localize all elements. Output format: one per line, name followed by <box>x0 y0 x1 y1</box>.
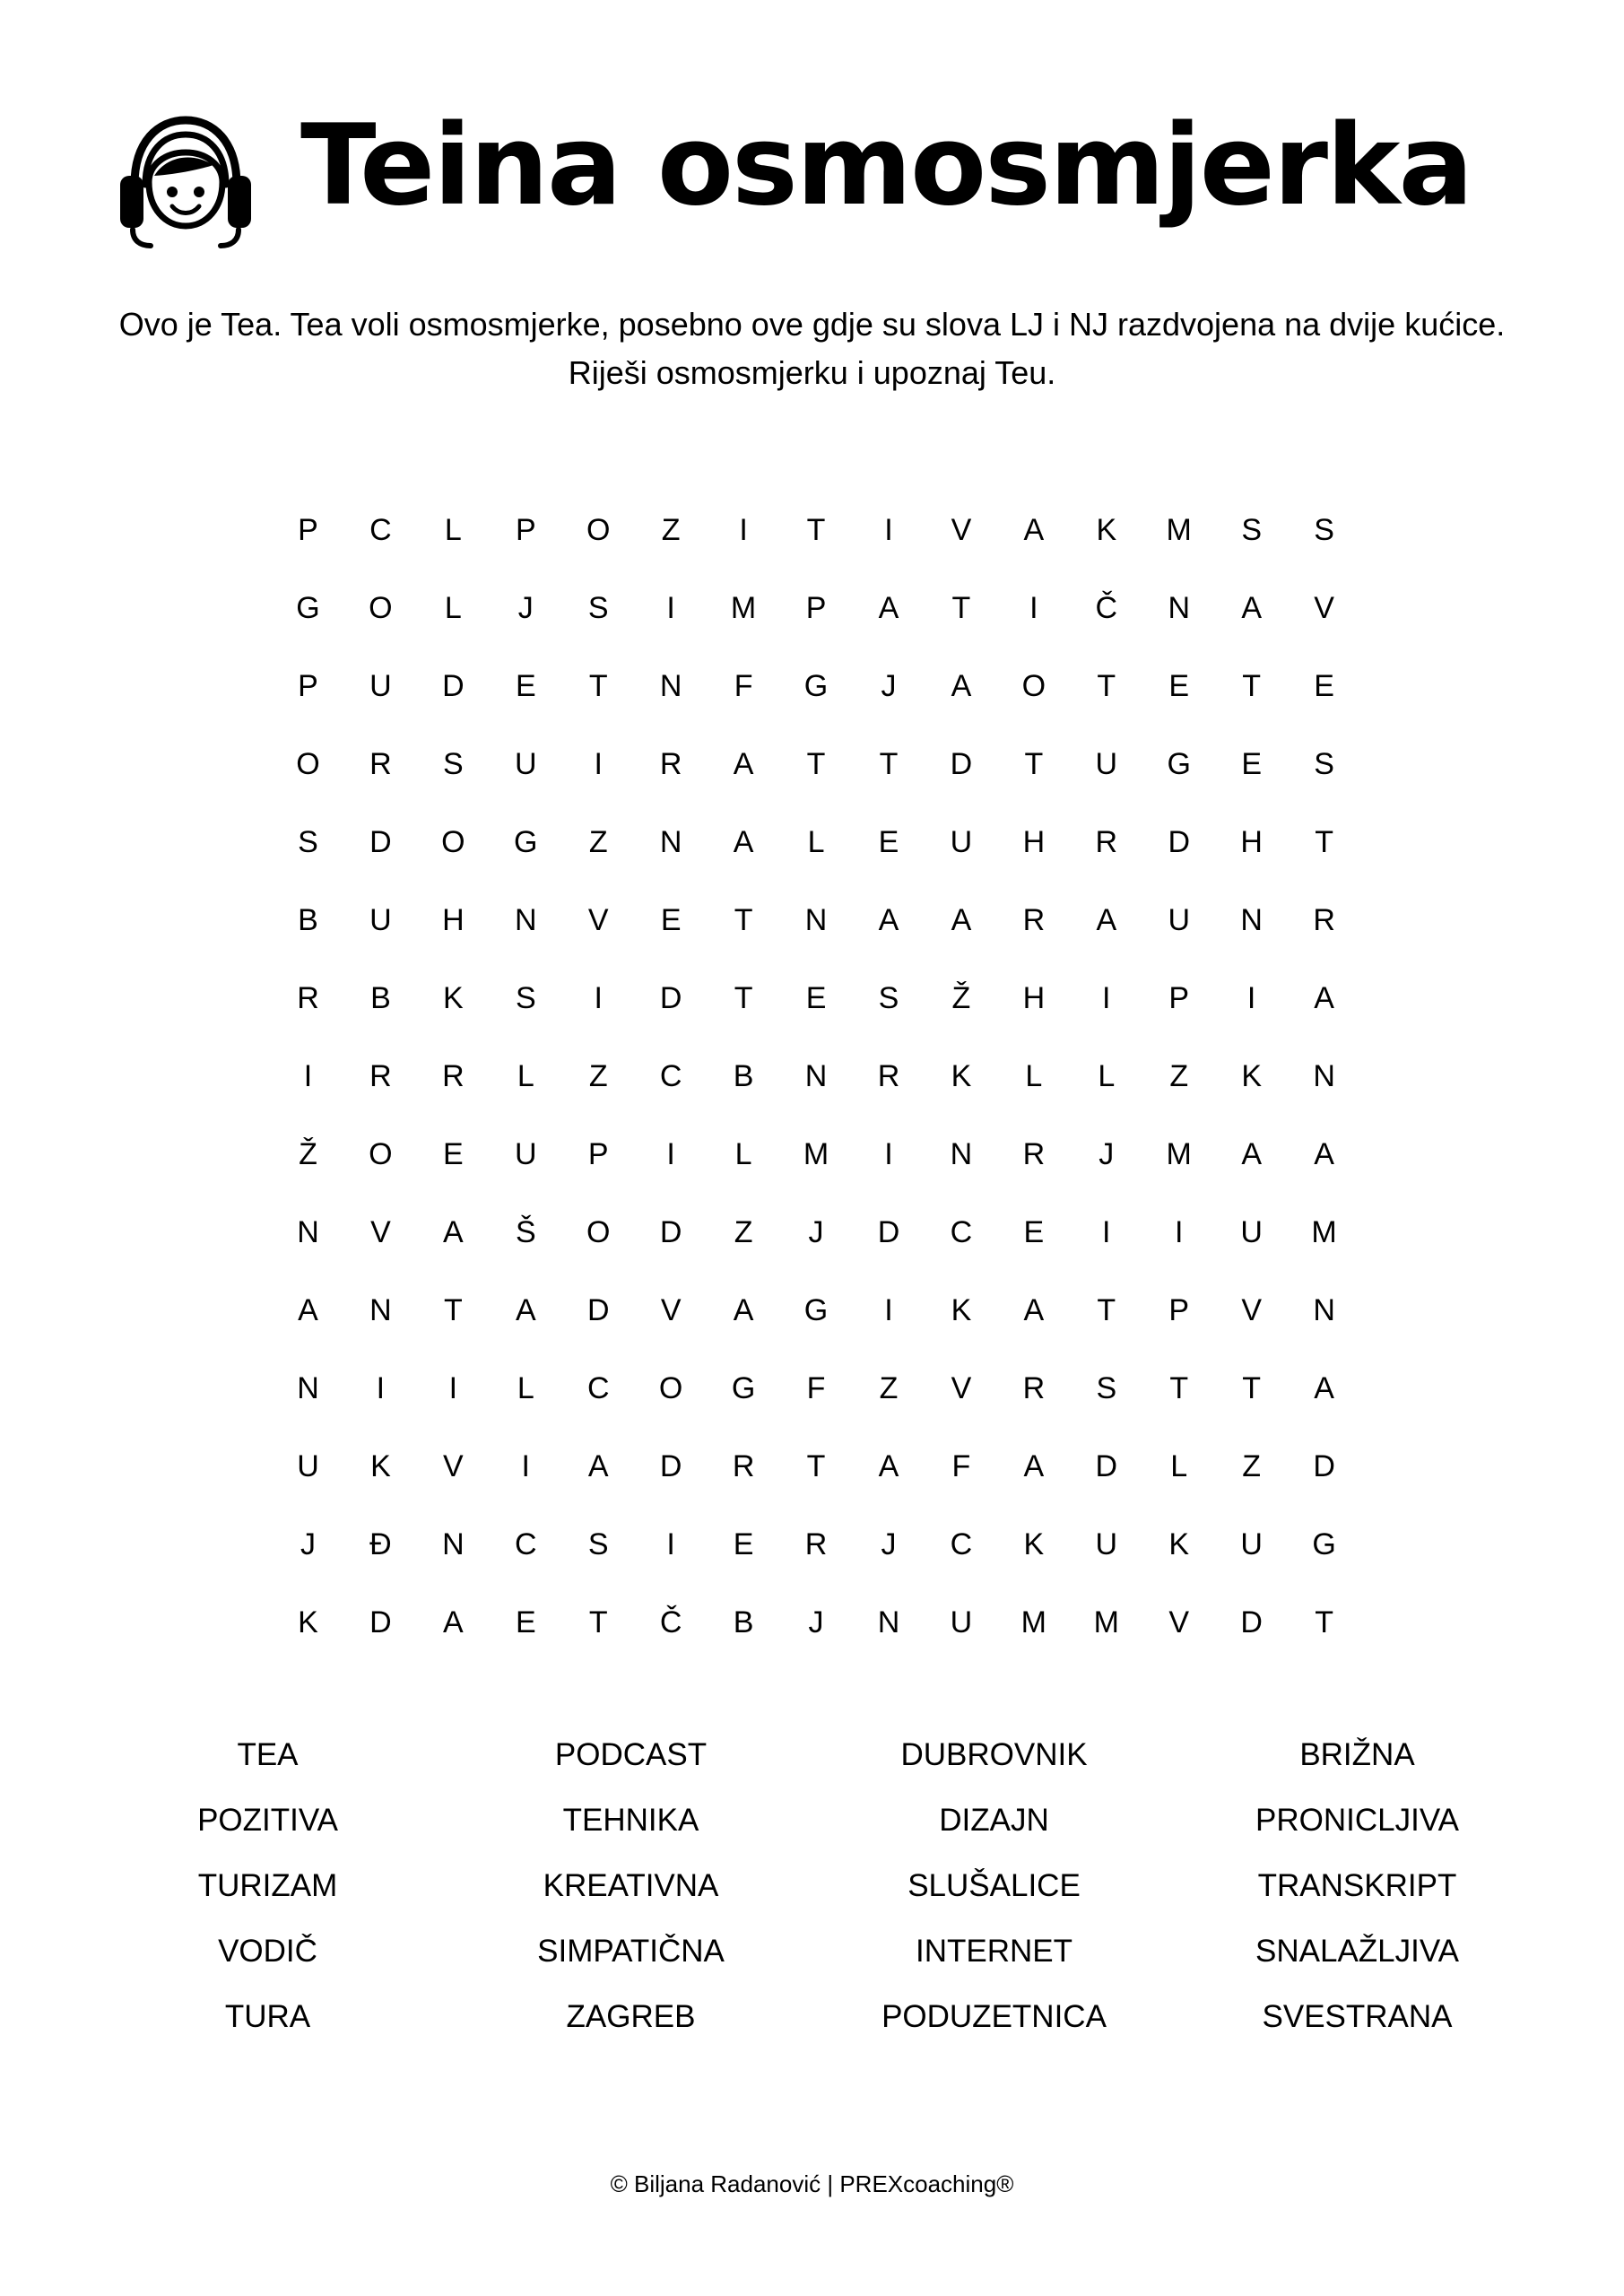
grid-row <box>272 1272 1360 1350</box>
grid-cell[interactable]: M <box>1093 1605 1119 1639</box>
grid-cell[interactable]: S <box>587 1527 609 1561</box>
grid-cell[interactable]: N <box>804 1059 828 1093</box>
grid-cell[interactable]: T <box>1315 825 1333 859</box>
grid-cell[interactable]: K <box>370 1449 391 1483</box>
grid-cell[interactable]: P <box>1168 1293 1190 1327</box>
grid-cell[interactable]: T <box>1242 669 1262 703</box>
grid-cell[interactable]: I <box>303 1059 313 1093</box>
word-list-item: DIZAJN <box>939 1803 1049 1838</box>
grid-cell[interactable]: I <box>1029 591 1038 625</box>
grid-cell[interactable]: Z <box>661 513 681 547</box>
grid-cell[interactable]: A <box>1023 1293 1045 1327</box>
intro-line-2: Riješi osmosmjerku i upoznaj Teu. <box>568 354 1056 391</box>
grid-cell[interactable]: J <box>808 1215 824 1249</box>
grid-cell[interactable]: O <box>658 1371 683 1405</box>
grid-cell[interactable]: Ž <box>951 981 971 1015</box>
grid-cell[interactable]: T <box>1024 747 1044 781</box>
grid-cell[interactable]: N <box>877 1605 900 1639</box>
grid-cell[interactable]: A <box>1023 1449 1045 1483</box>
grid-cell[interactable]: S <box>1096 1371 1117 1405</box>
grid-cell[interactable]: R <box>877 1059 900 1093</box>
grid-cell[interactable]: R <box>659 747 682 781</box>
grid-cell[interactable]: U <box>369 669 392 703</box>
word-list-item: TEHNIKA <box>562 1803 699 1838</box>
grid-cell[interactable]: S <box>587 591 609 625</box>
grid-cell[interactable]: I <box>376 1371 386 1405</box>
word-list-item: TURA <box>224 1999 311 2034</box>
grid-cell[interactable]: E <box>1023 1215 1045 1249</box>
grid-cell[interactable]: T <box>588 1605 608 1639</box>
grid-cell[interactable]: U <box>950 1605 973 1639</box>
grid-cell[interactable]: Z <box>879 1371 899 1405</box>
grid-cell[interactable]: V <box>1241 1293 1262 1327</box>
grid-cell[interactable]: E <box>1241 747 1262 781</box>
grid-cell[interactable]: Š <box>515 1215 536 1249</box>
word-list-item: PODUZETNICA <box>881 1999 1107 2034</box>
grid-cell[interactable]: G <box>514 825 538 859</box>
grid-cell[interactable]: K <box>443 981 464 1015</box>
word-list <box>86 1722 1539 2049</box>
grid-cell[interactable]: K <box>1023 1527 1045 1561</box>
grid-cell[interactable]: L <box>807 825 825 859</box>
grid-cell[interactable]: H <box>1022 981 1046 1015</box>
grid-cell[interactable]: H <box>1240 825 1263 859</box>
grid-row <box>272 1350 1360 1428</box>
grid-cell[interactable]: O <box>586 513 611 547</box>
grid-cell[interactable]: A <box>1241 591 1262 625</box>
grid-cell[interactable]: T <box>806 747 826 781</box>
grid-cell[interactable]: P <box>1168 981 1190 1015</box>
grid-cell[interactable]: D <box>442 669 465 703</box>
grid-cell[interactable]: T <box>1097 1293 1116 1327</box>
grid-cell[interactable]: I <box>739 513 748 547</box>
grid-cell[interactable]: M <box>1166 513 1192 547</box>
grid-cell[interactable]: Z <box>734 1215 753 1249</box>
grid-cell[interactable]: S <box>1314 747 1334 781</box>
grid-cell[interactable]: R <box>297 981 319 1015</box>
grid-cell[interactable]: T <box>1315 1605 1333 1639</box>
grid-row <box>272 882 1360 960</box>
grid-row <box>272 648 1360 726</box>
grid-cell[interactable]: A <box>1023 513 1045 547</box>
grid-cell[interactable]: D <box>659 1449 682 1483</box>
intro-line-1: Ovo je Tea. Tea voli osmosmjerke, posebno ove gdje su slova LJ i NJ razdvojena na dvije kućice. <box>118 306 1506 343</box>
grid-cell[interactable]: M <box>803 1137 829 1171</box>
grid-cell[interactable]: D <box>659 981 682 1015</box>
grid-cell[interactable]: I <box>594 747 603 781</box>
grid-cell[interactable]: E <box>515 1605 536 1639</box>
word-list-item: TRANSKRIPT <box>1257 1868 1457 1903</box>
grid-cell[interactable]: A <box>1314 1137 1334 1171</box>
grid-cell[interactable]: P <box>515 513 536 547</box>
grid-cell[interactable]: E <box>1168 669 1190 703</box>
grid-cell[interactable]: A <box>1314 981 1334 1015</box>
grid-cell[interactable]: C <box>659 1059 682 1093</box>
page-header <box>0 90 1624 242</box>
grid-cell[interactable]: G <box>803 669 829 703</box>
grid-cell[interactable]: I <box>448 1371 458 1405</box>
grid-cell[interactable]: V <box>587 903 609 937</box>
grid-cell[interactable]: D <box>1168 825 1190 859</box>
grid-cell[interactable]: U <box>515 747 537 781</box>
grid-cell[interactable]: G <box>1167 747 1191 781</box>
grid-cell[interactable]: N <box>950 1137 973 1171</box>
word-list-item: SIMPATIČNA <box>537 1934 725 1969</box>
grid-cell[interactable]: I <box>1174 1215 1184 1249</box>
grid-cell[interactable]: S <box>1241 513 1262 547</box>
grid-cell[interactable]: E <box>805 981 827 1015</box>
grid-cell[interactable]: N <box>659 825 682 859</box>
word-list-item: TURIZAM <box>197 1868 338 1903</box>
grid-cell[interactable]: H <box>442 903 465 937</box>
grid-cell[interactable]: R <box>442 1059 465 1093</box>
grid-cell[interactable]: P <box>587 1137 609 1171</box>
grid-cell[interactable]: P <box>805 591 827 625</box>
grid-cell[interactable]: S <box>1314 513 1334 547</box>
grid-cell[interactable]: V <box>1314 591 1334 625</box>
grid-cell[interactable]: V <box>370 1215 391 1249</box>
grid-cell[interactable]: Đ <box>369 1527 392 1561</box>
grid-cell[interactable]: C <box>950 1527 973 1561</box>
grid-cell[interactable]: K <box>1241 1059 1262 1093</box>
grid-row <box>272 491 1360 570</box>
grid-cell[interactable]: E <box>660 903 682 937</box>
grid-cell[interactable]: D <box>877 1215 900 1249</box>
grid-cell[interactable]: R <box>369 747 392 781</box>
grid-cell[interactable]: V <box>1168 1605 1190 1639</box>
grid-cell[interactable]: A <box>878 1449 899 1483</box>
word-list-item: BRIŽNA <box>1299 1737 1415 1772</box>
grid-cell[interactable]: J <box>1099 1137 1115 1171</box>
grid-row <box>272 960 1360 1038</box>
grid-cell[interactable]: V <box>443 1449 464 1483</box>
grid-cell[interactable]: N <box>297 1371 319 1405</box>
grid-row <box>272 1116 1360 1194</box>
grid-cell[interactable]: A <box>733 825 754 859</box>
grid-cell[interactable]: J <box>881 1527 897 1561</box>
grid-cell[interactable]: N <box>659 669 682 703</box>
grid-cell[interactable]: B <box>733 1605 754 1639</box>
grid-cell[interactable]: Z <box>1169 1059 1189 1093</box>
grid-cell[interactable]: G <box>731 1371 756 1405</box>
grid-cell[interactable]: J <box>808 1605 824 1639</box>
grid-cell[interactable]: U <box>1168 903 1190 937</box>
grid-cell[interactable]: A <box>1314 1371 1334 1405</box>
grid-cell[interactable]: Z <box>588 1059 608 1093</box>
grid-cell[interactable]: U <box>297 1449 319 1483</box>
grid-cell[interactable]: A <box>878 591 899 625</box>
grid-cell[interactable]: D <box>369 1605 392 1639</box>
grid-cell[interactable]: M <box>1020 1605 1046 1639</box>
word-list-item: TEA <box>237 1737 299 1772</box>
grid-cell[interactable]: R <box>1095 825 1118 859</box>
grid-cell[interactable]: L <box>734 1137 752 1171</box>
grid-cell[interactable]: N <box>442 1527 465 1561</box>
grid-cell[interactable]: Č <box>659 1605 682 1639</box>
grid-cell[interactable]: O <box>369 591 393 625</box>
grid-cell[interactable]: A <box>951 669 972 703</box>
word-list-item: INTERNET <box>916 1934 1073 1969</box>
grid-cell[interactable]: O <box>1021 669 1046 703</box>
grid-cell[interactable]: I <box>1102 981 1111 1015</box>
word-list-item: PODCAST <box>554 1737 708 1772</box>
grid-cell[interactable]: T <box>588 669 608 703</box>
grid-cell[interactable]: T <box>806 1449 826 1483</box>
grid-row <box>272 1428 1360 1506</box>
grid-cell[interactable]: J <box>517 591 534 625</box>
grid-cell[interactable]: F <box>734 669 753 703</box>
grid-cell[interactable]: U <box>1240 1215 1263 1249</box>
grid-row <box>272 570 1360 648</box>
grid-cell[interactable]: U <box>1240 1527 1263 1561</box>
grid-cell[interactable]: L <box>444 591 462 625</box>
grid-cell[interactable]: A <box>587 1449 609 1483</box>
grid-cell[interactable]: C <box>950 1215 973 1249</box>
grid-cell[interactable]: B <box>298 903 318 937</box>
grid-cell[interactable]: I <box>1102 1215 1111 1249</box>
girl-with-headphones-icon <box>115 115 256 249</box>
grid-row <box>272 1584 1360 1662</box>
grid-cell[interactable]: A <box>515 1293 536 1327</box>
copyright-footer: © Biljana Radanović | PREXcoaching® <box>610 2170 1014 2197</box>
grid-cell[interactable]: V <box>951 513 972 547</box>
grid-cell[interactable]: M <box>1311 1215 1337 1249</box>
grid-cell[interactable]: A <box>443 1605 464 1639</box>
grid-cell[interactable]: O <box>441 825 465 859</box>
grid-cell[interactable]: T <box>734 981 753 1015</box>
grid-cell[interactable]: L <box>517 1059 534 1093</box>
grid-cell[interactable]: R <box>1313 903 1335 937</box>
grid-cell[interactable]: I <box>884 1137 893 1171</box>
grid-cell[interactable]: L <box>1170 1449 1188 1483</box>
grid-cell[interactable]: U <box>1095 747 1118 781</box>
grid-cell[interactable]: O <box>369 1137 393 1171</box>
grid-cell[interactable]: T <box>879 747 899 781</box>
word-list-item: PRONICLJIVA <box>1255 1803 1459 1838</box>
grid-cell[interactable]: R <box>1022 1371 1046 1405</box>
grid-cell[interactable]: U <box>515 1137 537 1171</box>
grid-cell[interactable]: O <box>296 747 320 781</box>
grid-cell[interactable]: A <box>733 747 754 781</box>
grid-cell[interactable]: M <box>1166 1137 1192 1171</box>
grid-cell[interactable]: I <box>666 1137 675 1171</box>
grid-cell[interactable]: U <box>950 825 973 859</box>
grid-cell[interactable]: R <box>732 1449 755 1483</box>
grid-cell[interactable]: N <box>297 1215 319 1249</box>
grid-cell[interactable]: I <box>884 1293 893 1327</box>
grid-cell[interactable]: S <box>515 981 536 1015</box>
grid-cell[interactable]: F <box>806 1371 826 1405</box>
grid-cell[interactable]: V <box>660 1293 682 1327</box>
grid-cell[interactable]: T <box>1169 1371 1189 1405</box>
grid-cell[interactable]: D <box>369 825 392 859</box>
grid-cell[interactable]: I <box>884 513 893 547</box>
word-list-item: ZAGREB <box>566 1999 696 2034</box>
grid-cell[interactable]: N <box>1313 1293 1335 1327</box>
grid-cell[interactable]: I <box>1246 981 1256 1015</box>
grid-cell[interactable]: K <box>298 1605 318 1639</box>
grid-cell[interactable]: R <box>1022 1137 1046 1171</box>
grid-cell[interactable]: R <box>369 1059 392 1093</box>
grid-cell[interactable]: P <box>298 513 318 547</box>
word-list-item: KREATIVNA <box>543 1868 719 1903</box>
grid-cell[interactable]: F <box>951 1449 971 1483</box>
grid-cell[interactable]: T <box>443 1293 463 1327</box>
grid-cell[interactable]: K <box>1096 513 1117 547</box>
grid-cell[interactable]: N <box>515 903 537 937</box>
grid-cell[interactable]: A <box>443 1215 464 1249</box>
grid-cell[interactable]: A <box>1096 903 1117 937</box>
grid-cell[interactable]: L <box>517 1371 534 1405</box>
grid-cell[interactable]: S <box>443 747 464 781</box>
grid-row <box>272 1506 1360 1584</box>
grid-cell[interactable]: U <box>369 903 392 937</box>
grid-cell[interactable]: E <box>443 1137 464 1171</box>
grid-cell[interactable]: K <box>1168 1527 1190 1561</box>
grid-cell[interactable]: N <box>1240 903 1263 937</box>
word-list-item: SNALAŽLJIVA <box>1255 1934 1459 1969</box>
grid-cell[interactable]: K <box>951 1059 972 1093</box>
grid-cell[interactable]: A <box>298 1293 318 1327</box>
grid-cell[interactable]: D <box>1095 1449 1118 1483</box>
grid-cell[interactable]: B <box>370 981 391 1015</box>
intro-text <box>0 300 1624 397</box>
grid-cell[interactable]: L <box>1098 1059 1116 1093</box>
grid-cell[interactable]: A <box>1241 1137 1262 1171</box>
grid-cell[interactable]: C <box>369 513 392 547</box>
grid-cell[interactable]: N <box>1313 1059 1335 1093</box>
grid-cell[interactable]: D <box>586 1293 610 1327</box>
grid-cell[interactable]: V <box>951 1371 972 1405</box>
grid-cell[interactable]: H <box>1022 825 1046 859</box>
word-list-item: DUBROVNIK <box>900 1737 1088 1772</box>
word-search-grid <box>272 491 1360 1662</box>
grid-cell[interactable]: I <box>521 1449 530 1483</box>
grid-cell[interactable]: L <box>444 513 462 547</box>
grid-cell[interactable]: E <box>878 825 899 859</box>
word-list-item: POZITIVA <box>197 1803 338 1838</box>
grid-cell[interactable]: Z <box>588 825 608 859</box>
grid-cell[interactable]: Č <box>1095 591 1118 625</box>
grid-cell[interactable]: G <box>296 591 320 625</box>
grid-cell[interactable]: B <box>733 1059 754 1093</box>
word-list-item: VODIČ <box>218 1934 317 1969</box>
grid-cell[interactable]: T <box>1097 669 1116 703</box>
grid-cell[interactable]: G <box>1312 1527 1336 1561</box>
grid-cell[interactable]: M <box>730 591 757 625</box>
grid-cell[interactable]: E <box>515 669 536 703</box>
grid-cell[interactable]: E <box>1314 669 1334 703</box>
grid-row <box>272 1038 1360 1116</box>
grid-cell[interactable]: D <box>950 747 973 781</box>
grid-cell[interactable]: C <box>515 1527 537 1561</box>
grid-cell[interactable]: A <box>951 903 972 937</box>
grid-cell[interactable]: E <box>733 1527 754 1561</box>
grid-row <box>272 1194 1360 1272</box>
grid-cell[interactable]: D <box>1313 1449 1335 1483</box>
grid-cell[interactable]: R <box>804 1527 828 1561</box>
word-list-item: SLUŠALICE <box>908 1868 1081 1903</box>
grid-row <box>272 804 1360 882</box>
grid-cell[interactable]: T <box>806 513 826 547</box>
grid-cell[interactable]: T <box>951 591 971 625</box>
grid-cell[interactable]: C <box>586 1371 610 1405</box>
grid-cell[interactable]: T <box>1242 1371 1262 1405</box>
grid-cell[interactable]: A <box>733 1293 754 1327</box>
grid-cell[interactable]: I <box>594 981 603 1015</box>
grid-cell[interactable]: N <box>804 903 828 937</box>
grid-cell[interactable]: S <box>298 825 318 859</box>
grid-cell[interactable]: A <box>878 903 899 937</box>
grid-cell[interactable]: U <box>1095 1527 1118 1561</box>
grid-cell[interactable]: G <box>803 1293 829 1327</box>
grid-cell[interactable]: T <box>734 903 753 937</box>
grid-cell[interactable]: J <box>881 669 897 703</box>
grid-cell[interactable]: K <box>951 1293 972 1327</box>
grid-cell[interactable]: O <box>586 1215 611 1249</box>
grid-cell[interactable]: I <box>666 591 675 625</box>
grid-cell[interactable]: S <box>878 981 899 1015</box>
grid-cell[interactable]: L <box>1025 1059 1043 1093</box>
grid-cell[interactable]: D <box>659 1215 682 1249</box>
grid-cell[interactable]: J <box>300 1527 316 1561</box>
grid-cell[interactable]: N <box>369 1293 392 1327</box>
grid-cell[interactable]: N <box>1168 591 1190 625</box>
grid-cell[interactable]: Ž <box>299 1137 317 1171</box>
page-title: Teina osmosmjerka <box>300 101 1472 230</box>
grid-cell[interactable]: D <box>1240 1605 1263 1639</box>
grid-cell[interactable]: R <box>1022 903 1046 937</box>
grid-cell[interactable]: Z <box>1242 1449 1262 1483</box>
grid-row <box>272 726 1360 804</box>
word-list-item: SVESTRANA <box>1262 1999 1453 2034</box>
grid-cell[interactable]: I <box>666 1527 675 1561</box>
grid-cell[interactable]: P <box>298 669 318 703</box>
